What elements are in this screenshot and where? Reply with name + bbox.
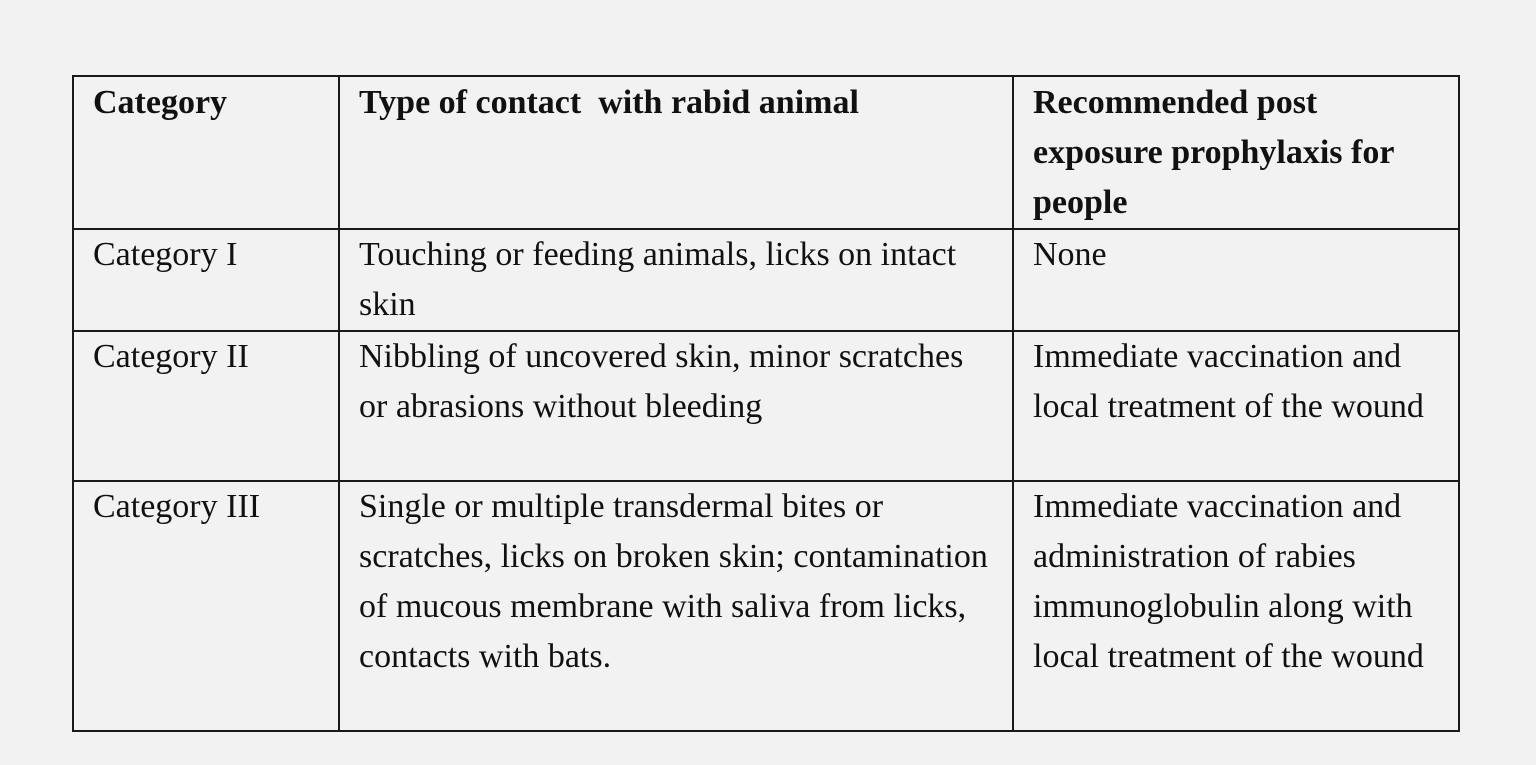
cell-prophylaxis: None	[1013, 229, 1459, 331]
header-contact-type: Type of contact with rabid animal	[339, 76, 1013, 229]
table-header-row	[73, 76, 1459, 229]
table-row	[73, 331, 1459, 481]
cell-contact-type: Nibbling of uncovered skin, minor scratches or abrasions without bleeding	[339, 331, 1013, 481]
header-prophylaxis: Recommended post exposure prophylaxis for people	[1013, 76, 1459, 229]
rabies-exposure-table	[72, 75, 1460, 732]
table-row	[73, 481, 1459, 731]
header-category: Category	[73, 76, 339, 229]
table-row	[73, 229, 1459, 331]
cell-category: Category II	[73, 331, 339, 481]
cell-prophylaxis: Immediate vaccination and local treatment of the wound	[1013, 331, 1459, 481]
cell-prophylaxis: Immediate vaccination and administration of rabies immunoglobulin along with local treatment of the wound	[1013, 481, 1459, 731]
cell-category: Category I	[73, 229, 339, 331]
cell-contact-type: Single or multiple transdermal bites or scratches, licks on broken skin; contamination of mucous membrane with saliva from licks, contacts with bats.	[339, 481, 1013, 731]
cell-category: Category III	[73, 481, 339, 731]
cell-contact-type: Touching or feeding animals, licks on intact skin	[339, 229, 1013, 331]
